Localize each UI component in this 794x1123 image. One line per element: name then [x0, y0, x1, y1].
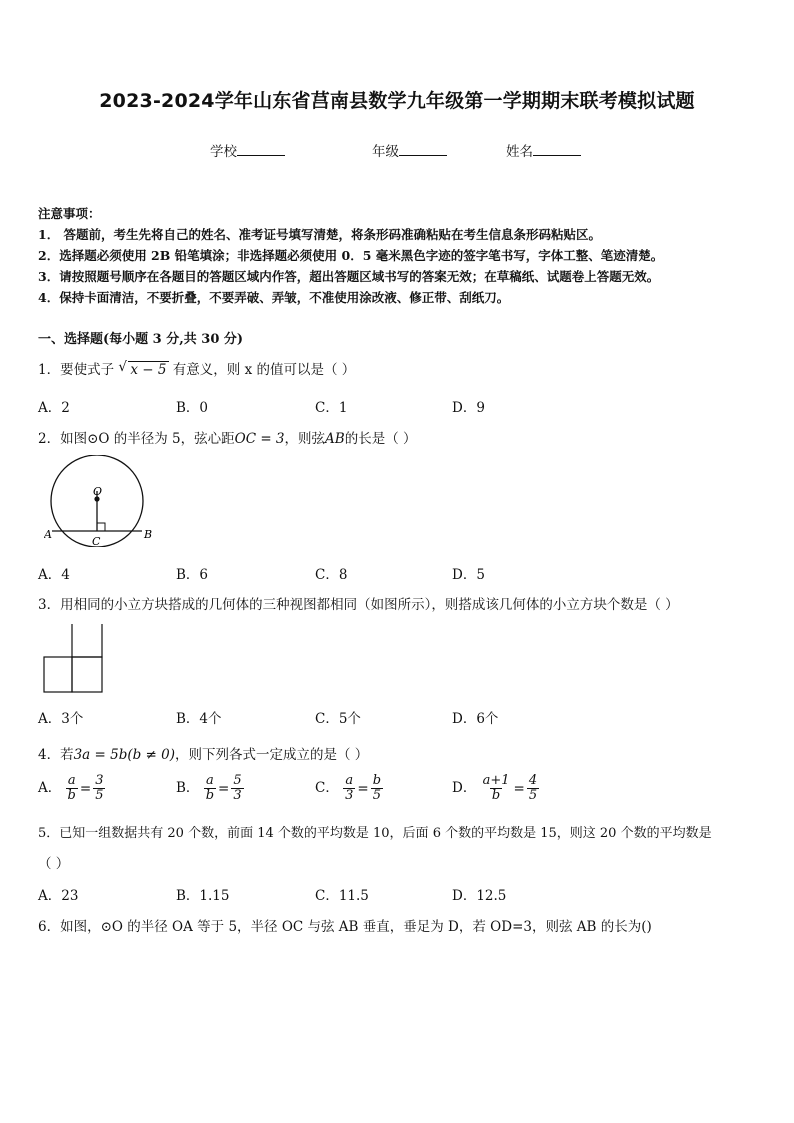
- q2-option-d[interactable]: D．5: [452, 567, 485, 583]
- q3-option-b[interactable]: B．4个: [176, 711, 222, 727]
- q4-prefix: 4．若: [38, 747, 74, 763]
- frac-denominator: 5: [528, 788, 538, 803]
- note-item: 2．选择题必须使用 2B 铅笔填涂；非选择题必须使用 0．5 毫米黑色字迹的签字笔书写，字体工整、笔迹清楚。: [38, 248, 664, 263]
- q2-circle-figure: [44, 455, 154, 547]
- question-4: [38, 743, 368, 763]
- q2-suffix: 的长是（ ）: [344, 431, 417, 447]
- label-o: O: [93, 485, 103, 498]
- frac-denominator: b: [205, 788, 215, 803]
- grade-label: 年级: [372, 144, 399, 160]
- frac-numerator: 4: [528, 773, 538, 788]
- note-item: 3．请按照题号顺序在各题目的答题区域内作答，超出答题区域书写的答案无效；在草稿纸、试题卷上答题无效。: [38, 269, 660, 284]
- q2-chord: AB: [325, 431, 345, 447]
- right-angle-mark: [97, 523, 105, 531]
- q1-option-b[interactable]: B．0: [176, 400, 209, 416]
- q5-option-c[interactable]: C．11.5: [315, 888, 369, 904]
- frac-numerator: 3: [95, 773, 104, 788]
- fraction-right: [93, 774, 105, 803]
- q4-option-a[interactable]: [38, 774, 105, 803]
- question-1: [38, 358, 355, 378]
- section-heading: 一、选择题(每小题 3 分,共 30 分): [38, 332, 244, 347]
- q2-prefix: 2．如图⊙O 的半径为 5，弦心距: [38, 431, 235, 447]
- school-field: [210, 140, 285, 160]
- q3-option-d[interactable]: D．6个: [452, 711, 499, 727]
- question-5-line1: 5．已知一组数据共有 20 个数，前面 14 个数的平均数是 10，后面 6 个数的平均数是 15，则这 20 个数的平均数是: [38, 826, 712, 841]
- bottom-right-cube: [72, 657, 102, 692]
- q2-formula: OC = 3: [234, 431, 285, 447]
- q4-option-label: C．: [315, 780, 339, 796]
- note-item: 1． 答题前，考生先将自己的姓名、准考证号填写清楚，将条形码准确粘贴在考生信息条形码粘贴区。: [38, 227, 602, 242]
- question-5-line2: （ ）: [38, 856, 70, 872]
- frac-denominator: 3: [233, 788, 242, 803]
- q4-option-d[interactable]: [452, 774, 539, 803]
- notes-heading: 注意事项：: [38, 206, 101, 221]
- name-blank: [533, 143, 581, 156]
- frac-numerator: a: [67, 773, 76, 788]
- q4-option-c[interactable]: [315, 774, 383, 803]
- q1-radicand: x − 5: [130, 362, 167, 378]
- frac-numerator: a: [345, 773, 354, 788]
- q1-option-a[interactable]: A．2: [38, 400, 70, 416]
- frac-denominator: b: [491, 788, 501, 803]
- q1-radical: [118, 359, 168, 378]
- q4-option-label: A．: [38, 780, 62, 796]
- fraction-left: [481, 774, 512, 803]
- q2-middle: ，则弦: [284, 431, 326, 447]
- frac-denominator: 5: [95, 788, 104, 803]
- equals-sign: =: [218, 780, 230, 797]
- q1-option-c[interactable]: C．1: [315, 400, 348, 416]
- frac-denominator: 5: [372, 788, 382, 803]
- q4-option-label: D．: [452, 780, 477, 796]
- q5-option-b[interactable]: B．1.15: [176, 888, 230, 904]
- q3-option-c[interactable]: C．5个: [315, 711, 361, 727]
- fraction-left: [343, 774, 355, 803]
- label-c: C: [92, 535, 101, 547]
- equals-sign: =: [357, 780, 369, 797]
- q4-option-label: B．: [176, 780, 200, 796]
- frac-denominator: 3: [345, 788, 354, 803]
- q4-suffix: ，则下列各式一定成立的是（ ）: [175, 747, 369, 763]
- grade-field: [372, 140, 447, 160]
- frac-numerator: b: [372, 773, 382, 788]
- equals-sign: =: [513, 780, 525, 797]
- q2-option-a[interactable]: A．4: [38, 567, 70, 583]
- frac-numerator: 5: [233, 773, 242, 788]
- q3-option-a[interactable]: A．3个: [38, 711, 84, 727]
- q4-formula: 3a = 5b(b ≠ 0): [73, 747, 176, 763]
- sqrt-icon: √: [118, 359, 127, 375]
- q1-prefix: 1．要使式子: [38, 362, 115, 378]
- fraction-right: [371, 774, 383, 803]
- frac-denominator: b: [67, 788, 76, 803]
- q3-view-figure: [43, 624, 107, 694]
- frac-numerator: a: [206, 773, 214, 788]
- fraction-left: [66, 774, 78, 803]
- fraction-left: [204, 774, 216, 803]
- q1-option-d[interactable]: D．9: [452, 400, 485, 416]
- q1-suffix: 有意义，则 x 的值可以是（ ）: [172, 362, 356, 378]
- question-2: [38, 427, 417, 447]
- q2-option-c[interactable]: C．8: [315, 567, 348, 583]
- label-a: A: [44, 528, 52, 541]
- top-cube-outline: [72, 624, 102, 657]
- frac-numerator: a+1: [482, 773, 510, 788]
- q5-option-d[interactable]: D．12.5: [452, 888, 507, 904]
- school-label: 学校: [210, 144, 237, 160]
- q5-option-a[interactable]: A．23: [38, 888, 79, 904]
- name-label: 姓名: [506, 144, 533, 160]
- page-title: 2023-2024学年山东省莒南县数学九年级第一学期期末联考模拟试题: [99, 90, 695, 112]
- name-field: [506, 140, 581, 160]
- fraction-right: [527, 774, 539, 803]
- question-3: 3．用相同的小立方块搭成的几何体的三种视图都相同（如图所示），则搭成该几何体的小立方块个数是（ ）: [38, 597, 679, 613]
- grade-blank: [399, 143, 447, 156]
- label-b: B: [144, 528, 153, 541]
- bottom-left-cube: [44, 657, 72, 692]
- school-blank: [237, 143, 285, 156]
- notes-block: [38, 203, 758, 308]
- question-6: 6．如图，⊙O 的半径 OA 等于 5，半径 OC 与弦 AB 垂直，垂足为 D，若 OD=3，则弦 AB 的长为(): [38, 919, 652, 935]
- note-item: 4．保持卡面清洁，不要折叠，不要弄破、弄皱，不准使用涂改液、修正带、刮纸刀。: [38, 290, 510, 305]
- q4-option-b[interactable]: [176, 774, 244, 803]
- q2-option-b[interactable]: B．6: [176, 567, 209, 583]
- fraction-right: [231, 774, 243, 803]
- equals-sign: =: [79, 780, 92, 797]
